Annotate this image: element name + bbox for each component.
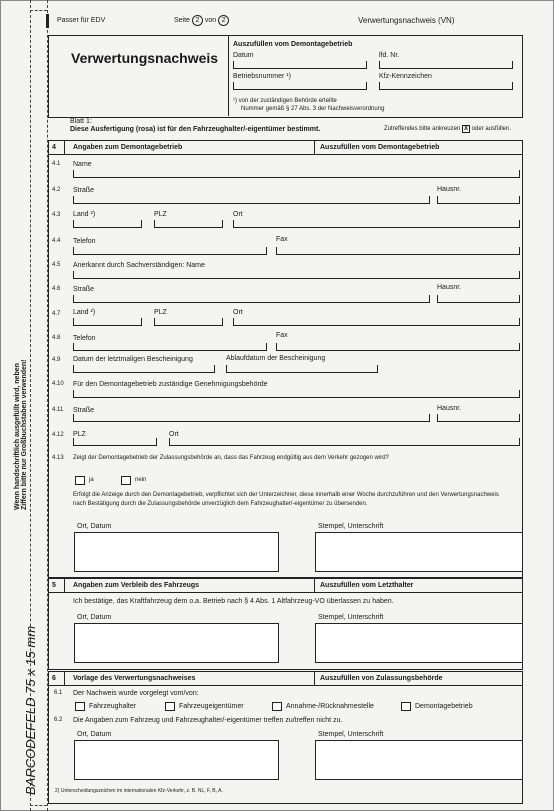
handwriting-note: Wenn handschriftlich ausgefüllt wird, neben Ziffern bitte nur Großbuchstaben verwenden! [14, 359, 28, 510]
behoerde-ort-field[interactable] [169, 438, 520, 446]
passer-edv: Passer für EDV [57, 17, 106, 24]
hausnr-field-2[interactable] [437, 295, 520, 303]
section-4-fill: Auszufüllen vom Demontagebetrieb [320, 144, 440, 151]
letzte-bescheinigung-field[interactable] [73, 365, 215, 373]
section-5-text: Ich bestätige, das Kraftfahrzeug dem o.a. Betrieb nach § 4 Abs. 1 Altfahrzeug-VO überlassen zu haben. [73, 598, 394, 605]
fax-field[interactable] [276, 247, 520, 255]
page-counter: Seite 2 von 2 [174, 15, 229, 26]
hausnr-field[interactable] [437, 196, 520, 204]
form-title: Verwertungsnachweis [71, 50, 219, 66]
behoerde-hausnr-field[interactable] [437, 414, 520, 422]
x-box: X [463, 126, 468, 132]
section-6-ort-datum-box[interactable] [74, 740, 279, 780]
section-5-fill: Auszufüllen vom Letzthalter [320, 582, 414, 589]
genehmigungsbehoerde-field[interactable] [73, 390, 520, 398]
telefon-field[interactable] [73, 247, 267, 255]
name-field[interactable] [73, 170, 520, 178]
barcode-field-label: BARCODEFELD 75 x 15 mm [23, 625, 38, 795]
kfz-field[interactable] [379, 82, 513, 90]
option-fahrzeugeigentuemer-checkbox[interactable] [165, 702, 175, 711]
section-6-fill: Auszufüllen von Zulassungsbehörde [320, 675, 443, 682]
nein-checkbox[interactable] [121, 476, 131, 485]
fax-field-2[interactable] [276, 343, 520, 351]
edv-marker [46, 14, 49, 28]
section-6-title: Vorlage des Verwertungsnachweises [73, 675, 196, 682]
section-6-stempel-box[interactable] [315, 740, 523, 780]
ablaufdatum-field[interactable] [226, 365, 378, 373]
plz-field-2[interactable] [154, 318, 223, 326]
section-4-stempel-box[interactable] [315, 532, 523, 572]
land-field-2[interactable] [73, 318, 142, 326]
behoerde-strasse-field[interactable] [73, 414, 430, 422]
zutreffend-hint: Zutreffendes bitte ankreuzen X oder ausfüllen. [384, 126, 512, 132]
cut-line-top [30, 10, 47, 11]
option-annahmestelle-checkbox[interactable] [272, 702, 282, 711]
option-fahrzeughalter-checkbox[interactable] [75, 702, 85, 711]
section-5-ort-datum-box[interactable] [74, 623, 279, 663]
fill-heading: Auszufüllen vom Demontagebetrieb [233, 41, 353, 48]
lfd-nr-field[interactable] [379, 61, 513, 69]
footnote-2: 2) Unterscheidungszeichen im internationalen Kfz-Verkehr, z. B. NL, F, B, A. [55, 788, 223, 794]
telefon-field-2[interactable] [73, 343, 267, 351]
section-5-stempel-box[interactable] [315, 623, 523, 663]
form-code: Verwertungsnachweis (VN) [358, 16, 455, 25]
ort-field-2[interactable] [233, 318, 520, 326]
section-4-title: Angaben zum Demontagebetrieb [73, 144, 183, 151]
ort-field[interactable] [233, 220, 520, 228]
sachverstaendiger-field[interactable] [73, 271, 520, 279]
betriebsnummer-field[interactable] [233, 82, 367, 90]
strasse-field[interactable] [73, 196, 430, 204]
cut-line-bottom [30, 805, 47, 806]
ja-checkbox[interactable] [75, 476, 85, 485]
footnote-1b: Nummer gemäß § 27 Abs. 3 der Nachweisverordnung [241, 106, 385, 112]
option-demontagebetrieb-checkbox[interactable] [401, 702, 411, 711]
blatt-text: Diese Ausfertigung (rosa) ist für den Fahrzeughalter/-eigentümer bestimmt. [70, 126, 321, 133]
behoerde-plz-field[interactable] [73, 438, 157, 446]
blatt-label: Blatt 1: [70, 118, 92, 125]
page-number: 2 [192, 15, 203, 26]
page-total: 2 [218, 15, 229, 26]
section-4-ort-datum-box[interactable] [74, 532, 279, 572]
plz-field[interactable] [154, 220, 223, 228]
strasse-field-2[interactable] [73, 295, 430, 303]
section-5-title: Angaben zum Verbleib des Fahrzeugs [73, 582, 200, 589]
datum-field[interactable] [233, 61, 367, 69]
land-field[interactable] [73, 220, 142, 228]
footnote-1: ¹) von der zuständigen Behörde erteilte [233, 98, 337, 104]
section-4-paragraph: Erfolgt die Anzeige durch den Demontagebetrieb, verpflichtet sich der Unterzeichner, diese innerhalb einer Woche durchzuführen und den Verwertungsnachweis nach Bestätigung durch die Zulassungsbehörde unverzüglich dem Fahrzeughalter/-eigentümer zu übersenden. [73, 492, 499, 507]
